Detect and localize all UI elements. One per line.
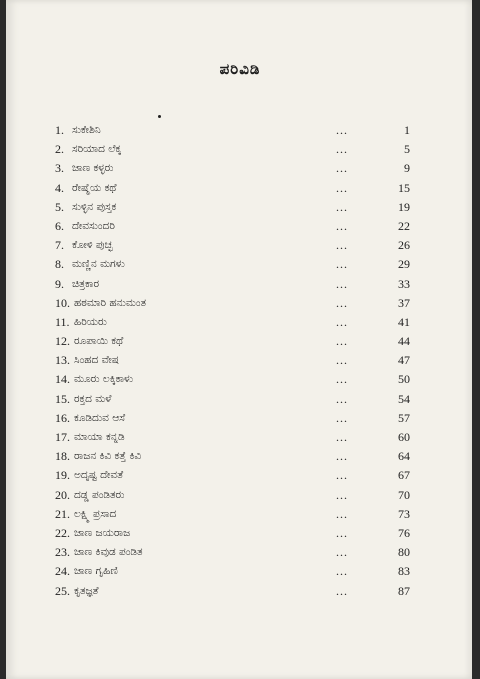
toc-entry-page: 33 [398, 276, 410, 291]
toc-entry-number: 14. [55, 372, 70, 387]
toc-entry-title: ಸರಿಯಾದ ಲೆಕ್ಕ [72, 143, 122, 156]
toc-entry [0, 390, 480, 409]
toc-entry-page: 73 [398, 506, 410, 521]
toc-entry-leader: ... [336, 449, 348, 464]
toc-entry-leader: ... [336, 430, 348, 444]
toc-entry [0, 543, 480, 562]
toc-entry-number: 3. [55, 161, 64, 176]
toc-entry-leader: ... [336, 410, 348, 425]
toc-entry-page: 29 [398, 257, 410, 272]
toc-entry-title: ಜಾಣ ಜಯರಾಜ [74, 526, 131, 539]
toc-entry-title: ಮಾಯಾ ಕನ್ನಡಿ [74, 431, 125, 443]
toc-entry [0, 159, 480, 178]
toc-entry-title: ಮೂರು ಲಕ್ಕಿಕಾಳು [74, 373, 134, 386]
toc-entry-number: 15. [55, 391, 70, 406]
toc-entry-leader: ... [336, 372, 348, 387]
toc-entry [0, 428, 480, 447]
toc-entry-page: 47 [398, 353, 410, 368]
toc-entry-page: 15 [398, 180, 410, 195]
toc-entry-leader: ... [336, 506, 348, 521]
toc-entry-number: 18. [55, 449, 70, 464]
toc-entry-leader: ... [336, 161, 348, 176]
toc-entry-leader: ... [336, 276, 348, 291]
table-of-contents [0, 121, 480, 601]
toc-entry-title: ದೇವಸುಂದರಿ [72, 219, 115, 232]
toc-entry [0, 294, 480, 313]
toc-entry [0, 562, 480, 581]
toc-entry-page: 19 [398, 199, 410, 214]
toc-entry-title: ಲಕ್ಷ್ಮಿ ಪ್ರಸಾದ [74, 507, 117, 520]
toc-entry-page: 26 [398, 238, 410, 253]
toc-entry-title: ಕೃತಜ್ಞತೆ [74, 584, 99, 597]
toc-entry-page: 41 [398, 314, 410, 329]
toc-entry-number: 9. [55, 276, 64, 291]
toc-entry-title: ಜಾಣ ಗೃಹಿಣಿ [74, 565, 118, 578]
ink-dot [158, 115, 161, 118]
toc-entry-title: ದಡ್ಡ ಪಂಡಿತರು [74, 488, 125, 501]
toc-entry [0, 582, 480, 601]
toc-entry-leader: ... [336, 295, 348, 310]
toc-entry-number: 11. [55, 314, 70, 329]
toc-entry-number: 23. [55, 545, 70, 560]
toc-entry-page: 1 [404, 123, 410, 137]
toc-entry-leader: ... [336, 257, 348, 272]
toc-entry [0, 236, 480, 255]
toc-entry-page: 76 [398, 525, 410, 540]
toc-entry-page: 70 [398, 487, 410, 502]
toc-entry-leader: ... [336, 334, 348, 349]
toc-entry-leader: ... [336, 314, 348, 329]
toc-entry [0, 313, 480, 332]
toc-entry [0, 409, 480, 428]
toc-entry [0, 447, 480, 466]
toc-entry-leader: ... [336, 391, 348, 406]
toc-entry [0, 255, 480, 274]
toc-entry-page: 54 [398, 391, 410, 406]
toc-entry-title: ಜಾಣ ಕಳ್ಳರು [72, 162, 114, 175]
toc-entry-number: 21. [55, 506, 70, 521]
toc-entry-page: 50 [398, 372, 410, 387]
toc-entry-leader: ... [336, 238, 348, 253]
toc-entry-title: ಅದೃಷ್ಟ ದೇವತೆ [74, 469, 124, 482]
toc-entry-title: ಚಿತ್ರಕಾರ [72, 277, 100, 290]
toc-entry-title: ರಕ್ತದ ಮಳೆ [74, 392, 112, 405]
toc-entry-title: ಸಿಂಹದ ವೇಷ [74, 354, 119, 367]
toc-entry-leader: ... [336, 142, 348, 157]
toc-entry-number: 25. [55, 583, 70, 598]
toc-entry-title: ಕೋಳಿ ಪುಚ್ಛ [72, 239, 113, 252]
toc-entry-number: 7. [55, 238, 64, 253]
toc-entry-title: ಸುಳ್ಳಿನ ಪುಸ್ತಕ [72, 200, 117, 213]
toc-entry [0, 524, 480, 543]
toc-entry-number: 5. [55, 199, 64, 214]
toc-entry-leader: ... [336, 353, 348, 368]
toc-entry-title: ಸುಕೇಶಿನಿ [72, 124, 101, 136]
page-title: ಪರಿವಿಡಿ [219, 60, 261, 78]
toc-entry-page: 67 [398, 468, 410, 483]
toc-entry [0, 217, 480, 236]
toc-entry [0, 121, 480, 140]
toc-entry-number: 16. [55, 410, 70, 425]
toc-entry-number: 1. [55, 123, 64, 137]
toc-entry-title: ಜಾಣ ಕಿವುಡ ಪಂಡಿತ [74, 546, 143, 559]
toc-entry-page: 60 [398, 430, 410, 444]
toc-entry-title: ರಾಜನ ಕಿವಿ ಕತ್ತೆ ಕಿವಿ [74, 450, 142, 463]
toc-entry-number: 13. [55, 353, 70, 368]
toc-entry-title: ಕೂಡಿದುವ ಆಸೆ [74, 411, 126, 424]
toc-entry-number: 6. [55, 218, 64, 233]
toc-entry [0, 198, 480, 217]
toc-entry-leader: ... [336, 180, 348, 195]
toc-entry-page: 80 [398, 545, 410, 560]
toc-entry-page: 83 [398, 564, 410, 579]
toc-entry-title: ರೇಷ್ಮೆಯ ಕಥೆ [72, 181, 117, 194]
toc-entry-number: 24. [55, 564, 70, 579]
toc-entry-page: 37 [398, 295, 410, 310]
toc-entry-title: ಹಿರಿಯರು [74, 315, 107, 328]
toc-entry-leader: ... [336, 199, 348, 214]
toc-entry-page: 9 [404, 161, 410, 176]
toc-entry [0, 505, 480, 524]
toc-entry [0, 486, 480, 505]
toc-entry-leader: ... [336, 583, 348, 598]
toc-entry [0, 332, 480, 351]
toc-entry-number: 19. [55, 468, 70, 483]
toc-entry-number: 22. [55, 525, 70, 540]
toc-entry-number: 4. [55, 180, 64, 195]
toc-entry-page: 5 [404, 142, 410, 157]
toc-entry [0, 351, 480, 370]
toc-entry-page: 22 [398, 218, 410, 233]
toc-entry-page: 44 [398, 334, 410, 349]
toc-entry-title: ಮಣ್ಣಿನ ಮಗಳು [72, 258, 125, 271]
toc-entry-number: 8. [55, 257, 64, 272]
toc-entry-number: 20. [55, 487, 70, 502]
toc-entry-leader: ... [336, 487, 348, 502]
toc-entry-page: 87 [398, 583, 410, 598]
toc-entry-number: 10. [55, 295, 70, 310]
toc-entry-page: 57 [398, 410, 410, 425]
toc-entry-page: 64 [398, 449, 410, 464]
toc-entry-leader: ... [336, 468, 348, 483]
toc-entry-leader: ... [336, 218, 348, 233]
toc-entry-leader: ... [336, 525, 348, 540]
toc-entry-title: ರೂಪಾಯಿ ಕಥೆ [74, 335, 124, 348]
toc-entry [0, 140, 480, 159]
toc-entry-leader: ... [336, 545, 348, 560]
toc-entry [0, 466, 480, 485]
toc-entry-number: 17. [55, 430, 70, 444]
toc-entry-title: ಹಠಮಾರಿ ಹನುಮಂತ [74, 296, 147, 309]
toc-entry-number: 2. [55, 142, 64, 157]
toc-entry-number: 12. [55, 334, 70, 349]
toc-entry [0, 370, 480, 389]
toc-entry [0, 179, 480, 198]
toc-entry-leader: ... [336, 123, 348, 137]
toc-entry [0, 275, 480, 294]
toc-entry-leader: ... [336, 564, 348, 579]
